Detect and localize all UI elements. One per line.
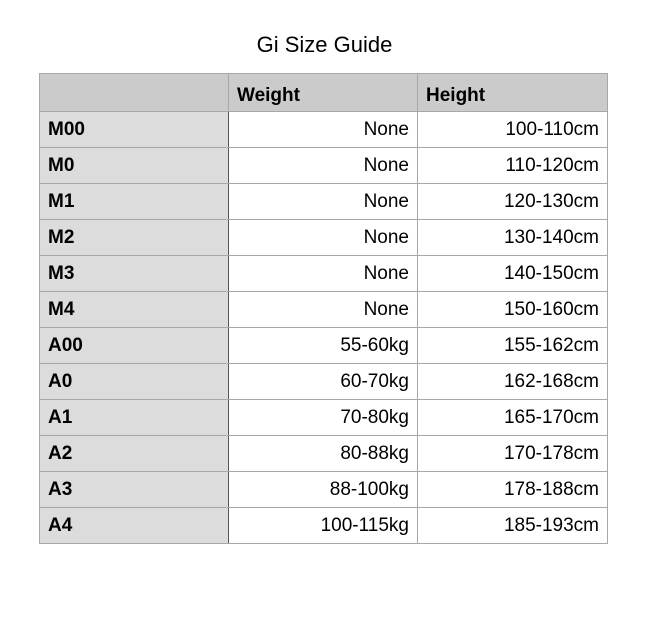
table-row <box>40 184 608 220</box>
height-cell: 162-168cm <box>418 364 608 400</box>
page-title: Gi Size Guide <box>256 32 393 57</box>
table-row <box>40 220 608 256</box>
table-header-row <box>40 74 608 112</box>
weight-cell: 88-100kg <box>229 472 418 508</box>
height-cell: 170-178cm <box>418 436 608 472</box>
weight-cell: None <box>229 148 418 184</box>
table-row <box>40 148 608 184</box>
height-cell: 178-188cm <box>418 472 608 508</box>
table-row <box>40 256 608 292</box>
table-row <box>40 472 608 508</box>
weight-cell: None <box>229 220 418 256</box>
table-row <box>40 400 608 436</box>
table-row <box>40 328 608 364</box>
table-row <box>40 508 608 544</box>
weight-cell: 70-80kg <box>229 400 418 436</box>
size-cell: M0 <box>40 148 229 184</box>
size-cell: A3 <box>40 472 229 508</box>
table-row <box>40 112 608 148</box>
height-cell: 140-150cm <box>418 256 608 292</box>
height-cell: 130-140cm <box>418 220 608 256</box>
weight-cell: 100-115kg <box>229 508 418 544</box>
size-cell: A0 <box>40 364 229 400</box>
height-cell: 100-110cm <box>418 112 608 148</box>
height-cell: 120-130cm <box>418 184 608 220</box>
size-cell: A2 <box>40 436 229 472</box>
weight-cell: None <box>229 292 418 328</box>
weight-cell: None <box>229 256 418 292</box>
size-cell: M3 <box>40 256 229 292</box>
size-guide-table <box>39 73 608 544</box>
header-weight: Weight <box>229 74 418 112</box>
weight-cell: 60-70kg <box>229 364 418 400</box>
table-row <box>40 436 608 472</box>
size-cell: M1 <box>40 184 229 220</box>
size-cell: A4 <box>40 508 229 544</box>
header-height: Height <box>418 74 608 112</box>
size-cell: A00 <box>40 328 229 364</box>
height-cell: 150-160cm <box>418 292 608 328</box>
size-cell: M00 <box>40 112 229 148</box>
height-cell: 185-193cm <box>418 508 608 544</box>
size-cell: M2 <box>40 220 229 256</box>
weight-cell: 80-88kg <box>229 436 418 472</box>
size-cell: A1 <box>40 400 229 436</box>
weight-cell: None <box>229 184 418 220</box>
weight-cell: 55-60kg <box>229 328 418 364</box>
height-cell: 110-120cm <box>418 148 608 184</box>
height-cell: 165-170cm <box>418 400 608 436</box>
table-row <box>40 364 608 400</box>
table-row <box>40 292 608 328</box>
header-size <box>40 74 229 112</box>
weight-cell: None <box>229 112 418 148</box>
height-cell: 155-162cm <box>418 328 608 364</box>
size-cell: M4 <box>40 292 229 328</box>
